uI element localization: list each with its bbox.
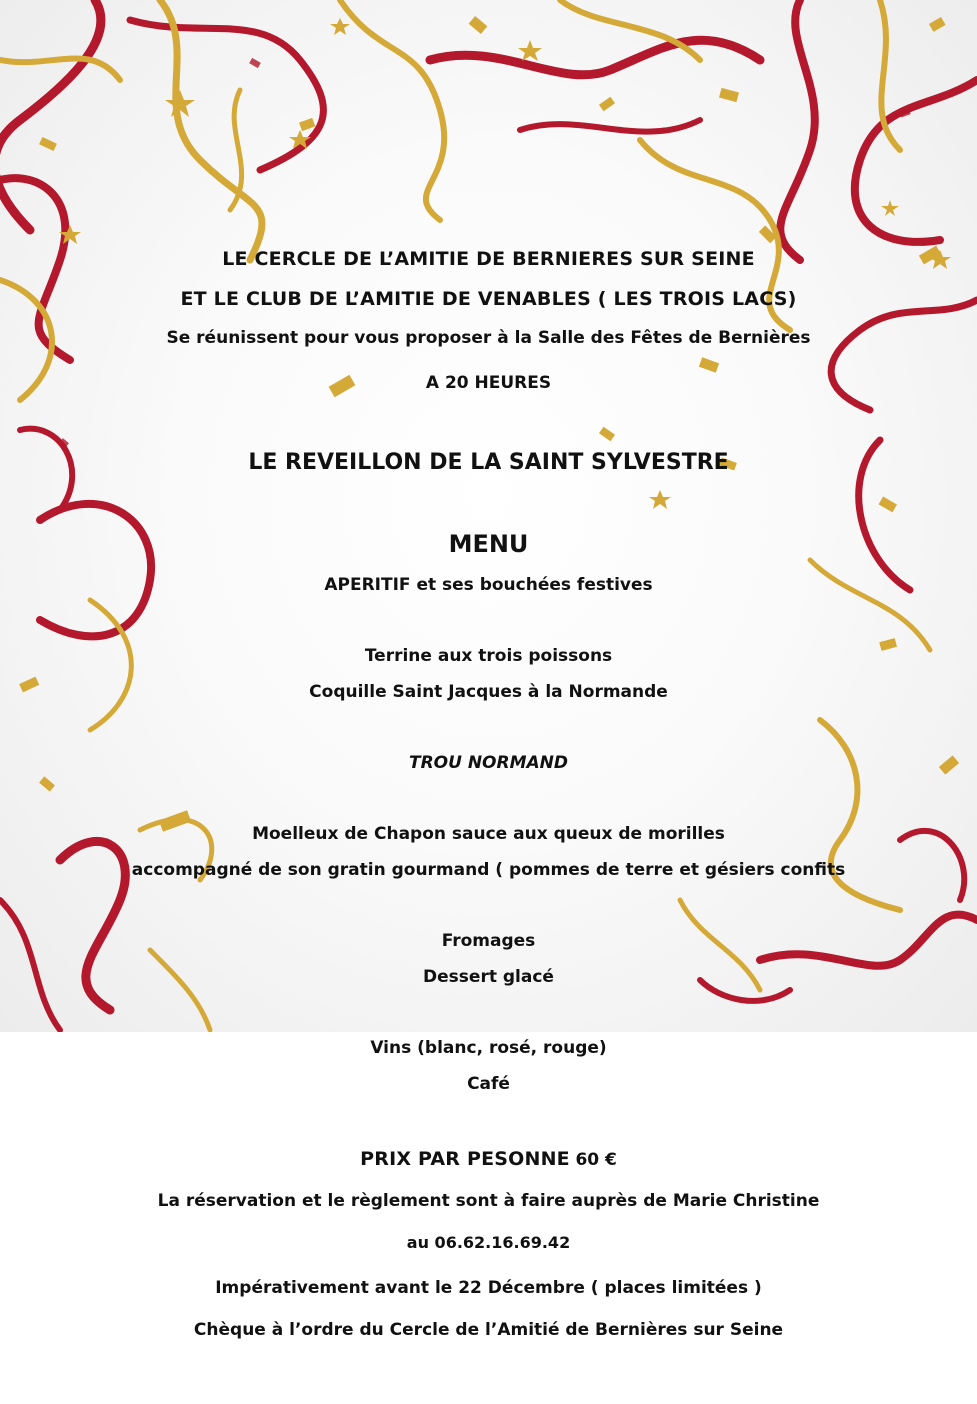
menu-entree-2: Coquille Saint Jacques à la Normande <box>309 682 668 702</box>
price-label: PRIX PAR PESONNE <box>360 1148 570 1170</box>
price-line <box>0 1148 977 1170</box>
cheque-info: Chèque à l’ordre du Cercle de l’Amitié de Bernières sur Seine <box>193 1320 784 1340</box>
menu-cheese: Fromages <box>441 931 536 951</box>
phone-number: au 06.62.16.69.42 <box>406 1233 571 1252</box>
invitation-line: Se réunissent pour vous proposer à la Salle des Fêtes de Bernières <box>166 328 811 348</box>
menu-main-1: Moelleux de Chapon sauce aux queux de morilles <box>252 824 725 844</box>
deadline-info: Impérativement avant le 22 Décembre ( places limitées ) <box>215 1278 762 1298</box>
menu-main-2: accompagné de son gratin gourmand ( pommes de terre et gésiers confits <box>131 860 846 880</box>
menu-coffee: Café <box>467 1074 510 1094</box>
price-value: 60 € <box>575 1150 617 1170</box>
menu-dessert: Dessert glacé <box>423 967 554 987</box>
menu-aperitif: APERITIF et ses bouchées festives <box>324 575 653 595</box>
event-time: A 20 HEURES <box>425 373 552 393</box>
menu-entree-1: Terrine aux trois poissons <box>364 646 613 666</box>
event-title: LE REVEILLON DE LA SAINT SYLVESTRE <box>248 450 729 475</box>
organizer-line-1: LE CERCLE DE L’AMITIE DE BERNIERES SUR SEINE <box>222 248 755 270</box>
menu-wines: Vins (blanc, rosé, rouge) <box>370 1038 607 1058</box>
organizer-line-2: ET LE CLUB DE L’AMITIE DE VENABLES ( LES TROIS LACS) <box>180 288 797 310</box>
menu-heading: MENU <box>448 530 529 558</box>
reservation-info: La réservation et le règlement sont à faire auprès de Marie Christine <box>157 1191 820 1211</box>
menu-trou-normand: TROU NORMAND <box>408 753 569 773</box>
